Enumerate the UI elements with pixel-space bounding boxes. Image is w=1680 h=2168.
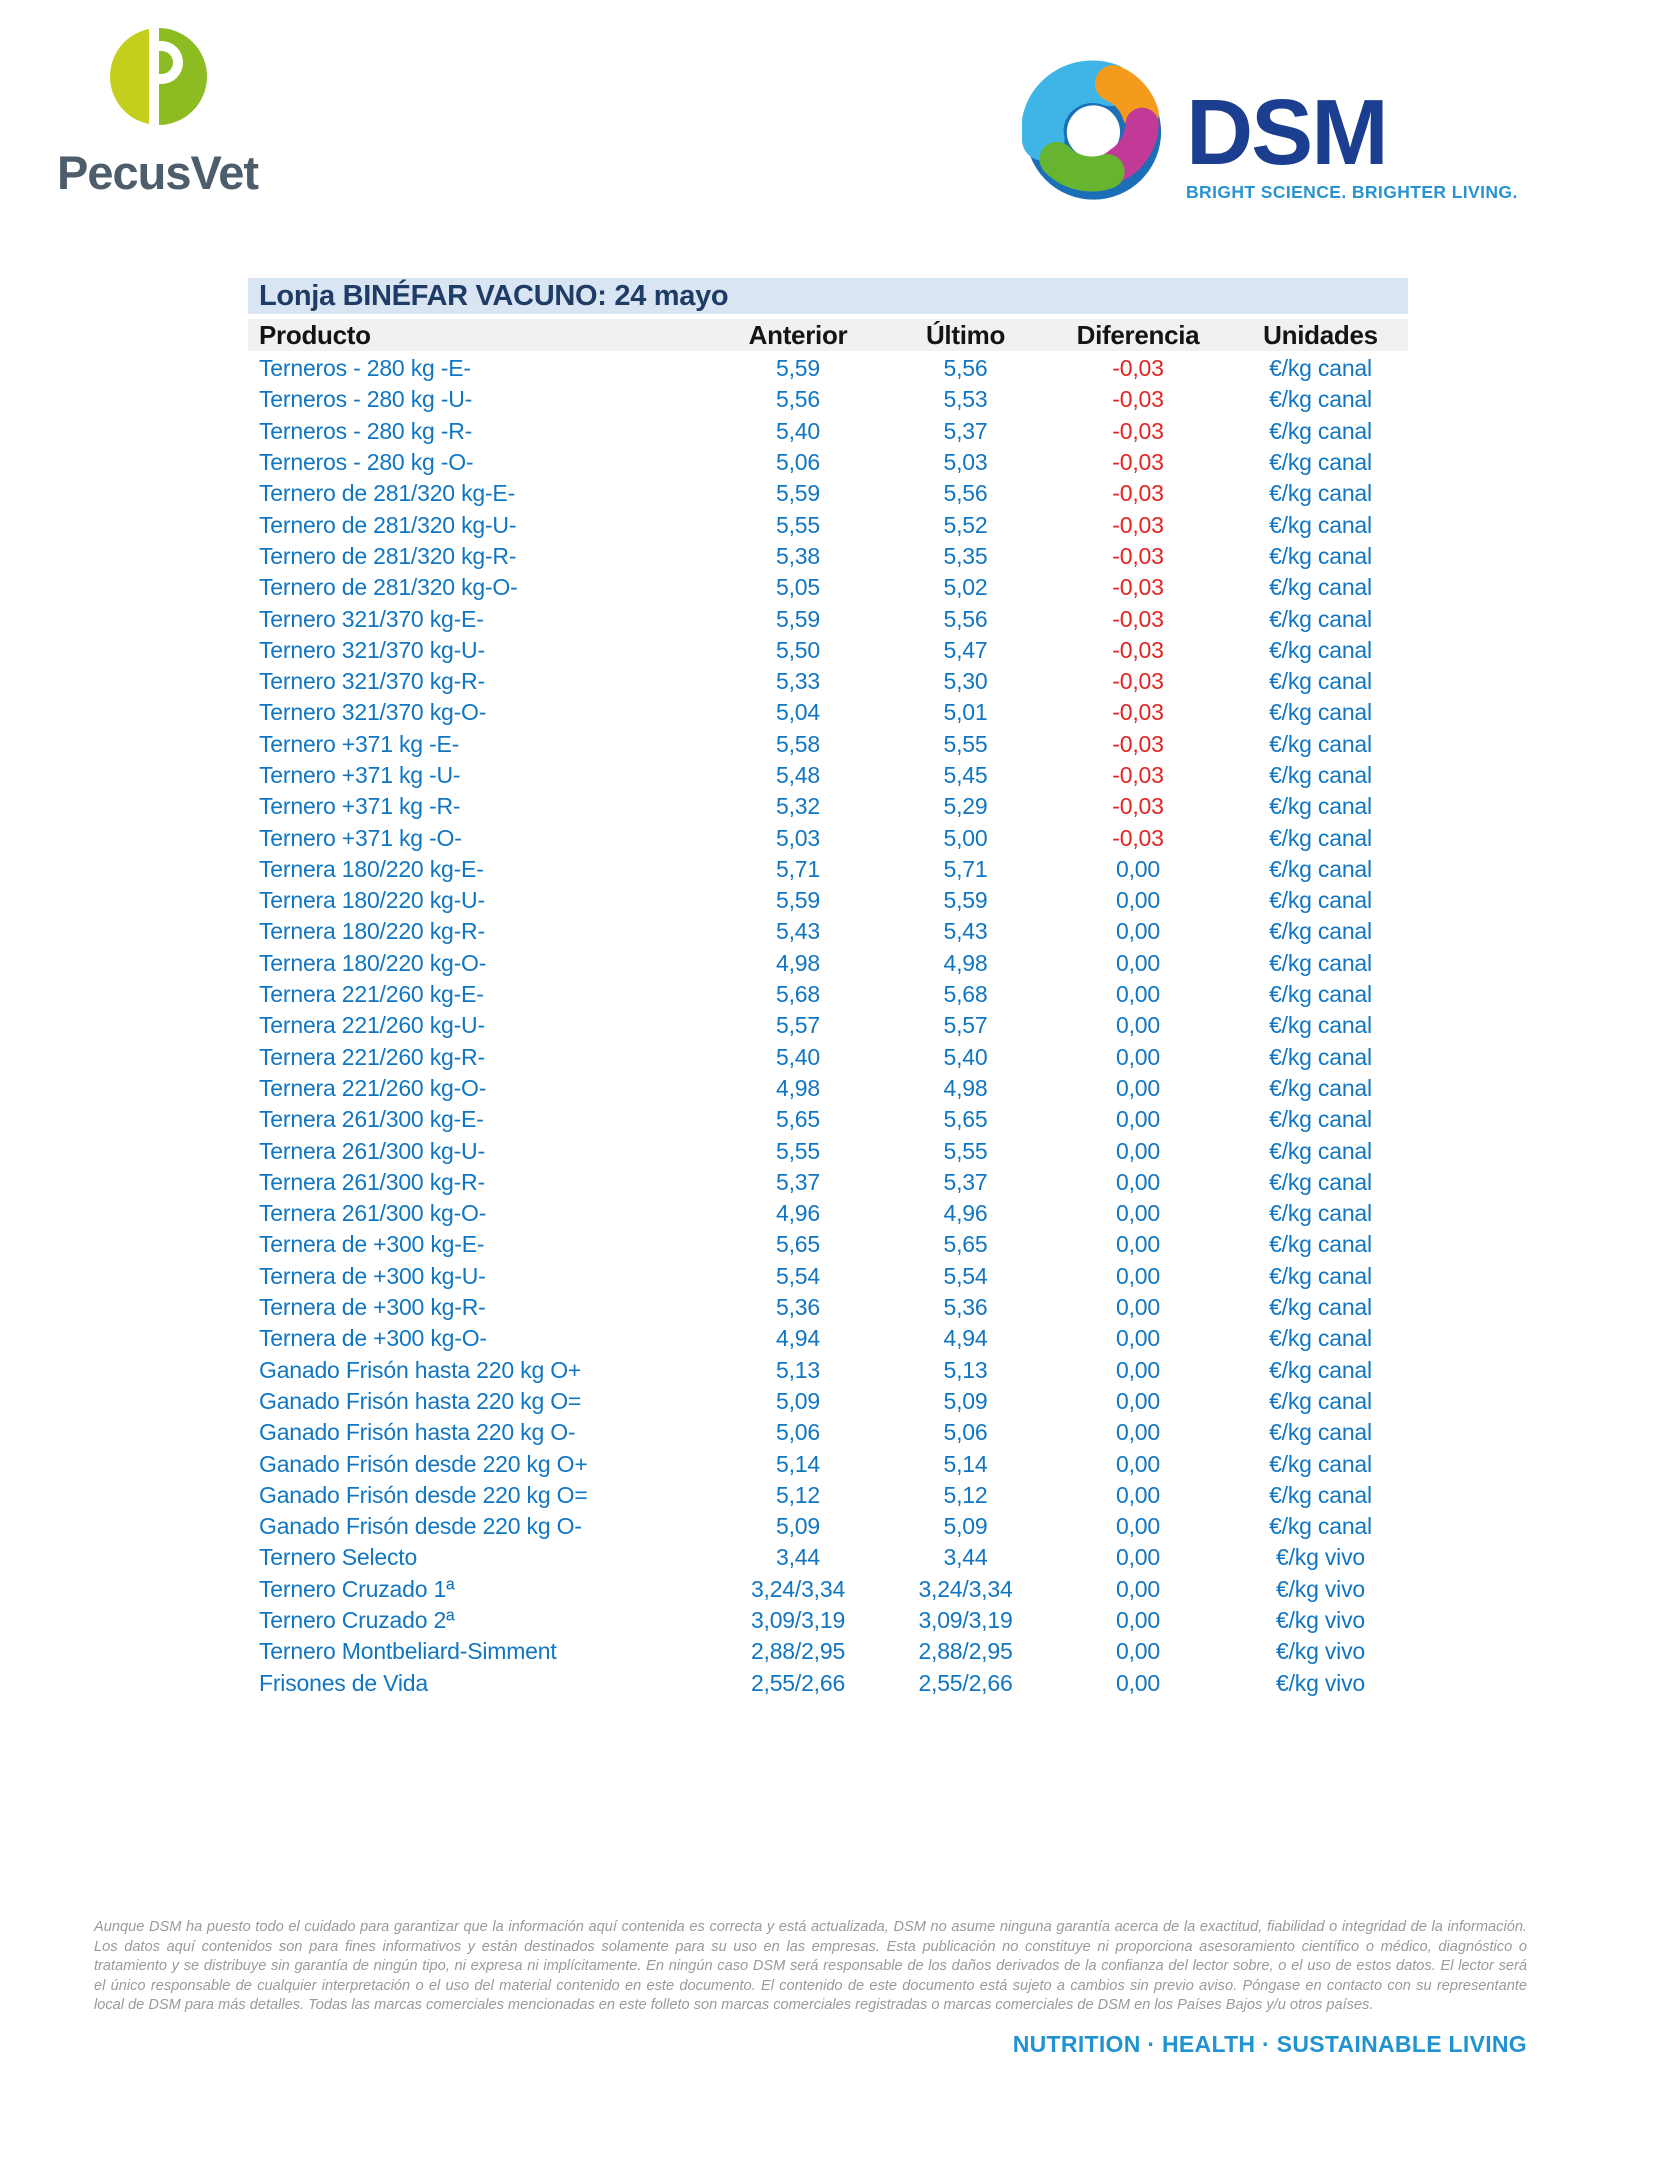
diferencia-cell: -0,03 (1112, 355, 1164, 382)
table-row (248, 1198, 1408, 1229)
anterior-cell: 5,09 (776, 1387, 820, 1414)
diferencia-cell: -0,03 (1112, 699, 1164, 726)
table-row (248, 697, 1408, 728)
ultimo-cell: 5,29 (943, 793, 988, 820)
diferencia-cell: 0,00 (1116, 1638, 1160, 1665)
diferencia-cell: -0,03 (1112, 824, 1164, 851)
unidades-cell: €/kg canal (1269, 449, 1372, 476)
unidades-cell: €/kg canal (1269, 355, 1372, 382)
table-row (248, 572, 1408, 603)
unidades-cell: €/kg canal (1269, 1513, 1372, 1540)
ultimo-cell: 5,68 (943, 981, 988, 1008)
table-row (248, 1073, 1408, 1104)
pecusvet-p-bowl (158, 41, 183, 84)
diferencia-cell: 0,00 (1116, 1106, 1160, 1133)
product-cell: Ganado Frisón hasta 220 kg O= (259, 1387, 582, 1414)
unidades-cell: €/kg canal (1269, 636, 1372, 663)
table-row (248, 1135, 1408, 1166)
table-row (248, 635, 1408, 666)
anterior-cell: 3,09/3,19 (750, 1607, 846, 1634)
diferencia-cell: 0,00 (1116, 1137, 1160, 1164)
diferencia-cell: 0,00 (1116, 1356, 1160, 1383)
ultimo-cell: 5,65 (943, 1106, 988, 1133)
unidades-cell: €/kg canal (1269, 793, 1372, 820)
ultimo-cell: 5,09 (943, 1387, 988, 1414)
product-cell: Ternero +371 kg -R- (259, 793, 461, 820)
column-header-unidades: Unidades (1263, 319, 1378, 350)
ultimo-cell: 2,88/2,95 (918, 1638, 1013, 1665)
product-cell: Ternero de 281/320 kg-R- (259, 542, 517, 569)
anterior-cell: 3,44 (776, 1544, 820, 1571)
ultimo-cell: 5,65 (943, 1231, 988, 1258)
product-cell: Ternera 221/260 kg-R- (259, 1043, 485, 1070)
disclaimer-line: Los datos aquí contenidos son para fines informativos y están destinados solamente para su uso en las empresas. Esta publicación no constituye ni proporciona asesoramiento científico o médico, diagnóstico o (94, 1938, 1527, 1955)
table-row (248, 822, 1408, 853)
unidades-cell: €/kg canal (1269, 1387, 1372, 1414)
anterior-cell: 3,24/3,34 (750, 1575, 846, 1602)
table-row (248, 1480, 1408, 1511)
product-cell: Terneros - 280 kg -R- (259, 417, 473, 444)
diferencia-cell: 0,00 (1116, 1325, 1160, 1352)
table-row (248, 760, 1408, 791)
table-title: Lonja BINÉFAR VACUNO: 24 mayo (248, 278, 1408, 314)
product-cell: Ternero de 281/320 kg-E- (259, 480, 516, 507)
unidades-cell: €/kg vivo (1276, 1575, 1365, 1602)
unidades-cell: €/kg canal (1269, 730, 1372, 757)
anterior-cell: 5,59 (776, 605, 820, 632)
table-row (248, 1417, 1408, 1448)
anterior-cell: 4,98 (776, 949, 820, 976)
diferencia-cell: -0,03 (1112, 542, 1164, 569)
table-row (248, 1042, 1408, 1073)
diferencia-cell: 0,00 (1116, 887, 1160, 914)
table-row (248, 447, 1408, 478)
ultimo-cell: 5,71 (943, 855, 988, 882)
table-row (248, 509, 1408, 540)
anterior-cell: 5,58 (776, 730, 820, 757)
product-cell: Ternero Montbeliard-Simment (259, 1638, 557, 1665)
table-row (248, 353, 1408, 384)
product-cell: Ternero Cruzado 2ª (259, 1607, 455, 1634)
ultimo-cell: 5,13 (943, 1356, 988, 1383)
diferencia-cell: -0,03 (1112, 762, 1164, 788)
diferencia-cell: -0,03 (1112, 668, 1164, 695)
table-row (248, 1261, 1408, 1292)
diferencia-cell: -0,03 (1112, 793, 1164, 820)
ultimo-cell: 5,40 (943, 1043, 988, 1070)
unidades-cell: €/kg canal (1269, 668, 1372, 695)
unidades-cell: €/kg vivo (1276, 1669, 1365, 1696)
column-header-diferencia: Diferencia (1076, 319, 1200, 350)
anterior-cell: 5,40 (776, 417, 820, 444)
ultimo-cell: 3,09/3,19 (918, 1607, 1013, 1634)
diferencia-cell: -0,03 (1112, 480, 1164, 507)
ultimo-cell: 5,56 (943, 355, 988, 382)
product-cell: Ternero 321/370 kg-R- (259, 668, 485, 695)
table-row (248, 1167, 1408, 1198)
product-cell: Ternera 180/220 kg-O- (259, 949, 487, 976)
ultimo-cell: 4,94 (943, 1325, 988, 1352)
ultimo-cell: 3,24/3,34 (918, 1575, 1013, 1602)
product-cell: Ternera 180/220 kg-R- (259, 918, 485, 945)
ultimo-cell: 4,98 (943, 949, 988, 976)
diferencia-cell: -0,03 (1112, 417, 1164, 444)
table-row (248, 1511, 1408, 1542)
table-header-row (248, 319, 1408, 351)
anterior-cell: 5,57 (776, 1012, 820, 1039)
diferencia-cell: 0,00 (1116, 918, 1160, 945)
diferencia-cell: 0,00 (1116, 1074, 1160, 1101)
unidades-cell: €/kg canal (1269, 918, 1372, 945)
pecusvet-wordmark: PecusVet (57, 146, 259, 199)
ultimo-cell: 5,12 (943, 1481, 988, 1508)
anterior-cell: 5,38 (776, 542, 820, 569)
unidades-cell: €/kg vivo (1276, 1638, 1365, 1665)
anterior-cell: 5,56 (776, 386, 820, 413)
diferencia-cell: 0,00 (1116, 855, 1160, 882)
disclaimer-line: tratamiento y se distribuye sin garantía de ningún tipo, ni expresa ni implícitamente. En ningún caso DSM será responsable de los daños derivados de la confianza del lector sobre, o el uso de estos datos. El lector será (94, 1958, 1527, 1975)
product-cell: Ternero 321/370 kg-E- (259, 605, 484, 632)
ultimo-cell: 5,00 (943, 824, 988, 851)
disclaimer-line: local de DSM para más detalles. Todas las marcas comerciales mencionadas en este folleto son marcas comerciales registradas o marcas comerciales de DSM en los Países Bajos y/u otros países. (94, 1997, 1374, 2014)
product-cell: Ternera de +300 kg-R- (259, 1294, 486, 1321)
anterior-cell: 5,13 (776, 1356, 820, 1383)
anterior-cell: 5,09 (776, 1513, 820, 1540)
column-header-ultimo: Último (925, 319, 1006, 350)
diferencia-cell: 0,00 (1116, 1575, 1160, 1602)
unidades-cell: €/kg canal (1269, 1106, 1372, 1133)
product-cell: Ternera 221/260 kg-O- (259, 1074, 487, 1101)
anterior-cell: 5,40 (776, 1043, 820, 1070)
table-row (248, 854, 1408, 885)
table-row (248, 1386, 1408, 1417)
ultimo-cell: 5,02 (943, 574, 988, 601)
ultimo-cell: 5,36 (943, 1294, 988, 1321)
column-header-producto: Producto (259, 319, 371, 350)
ultimo-cell: 5,09 (943, 1513, 988, 1540)
ultimo-cell: 5,54 (943, 1262, 988, 1289)
table-row (248, 1667, 1408, 1698)
product-cell: Ternero de 281/320 kg-O- (259, 574, 518, 601)
table-row (248, 948, 1408, 979)
ultimo-cell: 5,57 (943, 1012, 988, 1039)
table-row (248, 1605, 1408, 1636)
diferencia-cell: 0,00 (1116, 1481, 1160, 1508)
diferencia-cell: 0,00 (1116, 1669, 1160, 1696)
table-row (248, 1323, 1408, 1354)
product-cell: Ternera 180/220 kg-U- (259, 887, 485, 914)
anterior-cell: 5,06 (776, 449, 820, 476)
ultimo-cell: 5,37 (943, 1168, 988, 1195)
table-row (248, 384, 1408, 415)
price-table-body (248, 353, 1408, 1699)
unidades-cell: €/kg vivo (1276, 1544, 1365, 1571)
unidades-cell: €/kg canal (1269, 1137, 1372, 1164)
table-row (248, 1542, 1408, 1573)
table-row (248, 1010, 1408, 1041)
unidades-cell: €/kg canal (1269, 480, 1372, 507)
table-row (248, 1229, 1408, 1260)
unidades-cell: €/kg canal (1269, 1481, 1372, 1508)
table-row (248, 885, 1408, 916)
ultimo-cell: 5,52 (943, 511, 988, 538)
product-cell: Ganado Frisón desde 220 kg O- (259, 1513, 582, 1540)
ultimo-cell: 5,47 (943, 636, 988, 663)
ultimo-cell: 5,59 (943, 887, 988, 914)
unidades-cell: €/kg canal (1269, 542, 1372, 569)
ultimo-cell: 5,35 (943, 542, 988, 569)
unidades-cell: €/kg canal (1269, 1294, 1372, 1321)
product-cell: Ternera 261/300 kg-O- (259, 1200, 487, 1227)
product-cell: Ternero de 281/320 kg-U- (259, 511, 517, 538)
product-cell: Ternera 261/300 kg-R- (259, 1168, 485, 1195)
anterior-cell: 4,98 (776, 1074, 820, 1101)
table-row (248, 791, 1408, 822)
anterior-cell: 5,59 (776, 887, 820, 914)
product-cell: Ternero Selecto (259, 1544, 418, 1571)
unidades-cell: €/kg canal (1269, 1356, 1372, 1383)
unidades-cell: €/kg canal (1269, 1231, 1372, 1258)
unidades-cell: €/kg canal (1269, 949, 1372, 976)
ultimo-cell: 2,55/2,66 (918, 1669, 1013, 1696)
unidades-cell: €/kg canal (1269, 511, 1372, 538)
diferencia-cell: 0,00 (1116, 1012, 1160, 1039)
ultimo-cell: 5,53 (943, 386, 988, 413)
unidades-cell: €/kg canal (1269, 1325, 1372, 1352)
anterior-cell: 5,59 (776, 355, 820, 382)
unidades-cell: €/kg canal (1269, 605, 1372, 632)
unidades-cell: €/kg canal (1269, 762, 1372, 788)
table-row (248, 603, 1408, 634)
anterior-cell: 5,48 (776, 762, 820, 788)
ultimo-cell: 5,56 (943, 605, 988, 632)
diferencia-cell: -0,03 (1112, 386, 1164, 413)
anterior-cell: 5,50 (776, 636, 820, 663)
unidades-cell: €/kg canal (1269, 386, 1372, 413)
table-row (248, 1448, 1408, 1479)
unidades-cell: €/kg canal (1269, 1012, 1372, 1039)
ultimo-cell: 5,14 (943, 1450, 988, 1477)
unidades-cell: €/kg canal (1269, 1168, 1372, 1195)
product-cell: Ganado Frisón desde 220 kg O+ (259, 1450, 588, 1477)
column-header-anterior: Anterior (748, 319, 848, 350)
product-cell: Ternero +371 kg -U- (259, 762, 461, 788)
anterior-cell: 5,12 (776, 1481, 820, 1508)
diferencia-cell: -0,03 (1112, 511, 1164, 538)
anterior-cell: 5,14 (776, 1450, 820, 1477)
dsm-logo (1022, 48, 1518, 216)
dsm-text-block (1186, 48, 1518, 203)
anterior-cell: 5,59 (776, 480, 820, 507)
anterior-cell: 2,55/2,66 (750, 1669, 846, 1696)
anterior-cell: 5,43 (776, 918, 820, 945)
anterior-cell: 5,55 (776, 1137, 820, 1164)
anterior-cell: 5,03 (776, 824, 820, 851)
diferencia-cell: -0,03 (1112, 605, 1164, 632)
table-row (248, 916, 1408, 947)
table-row (248, 541, 1408, 572)
ultimo-cell: 5,55 (943, 730, 988, 757)
pecusvet-logo (57, 28, 277, 200)
table-row (248, 1574, 1408, 1605)
anterior-cell: 5,32 (776, 793, 820, 820)
disclaimer-line: el único responsable de cualquier interpretación o el uso del material contenido en este documento. El contenido de este documento está sujeto a cambios sin previo aviso. Póngase en contacto con su representante (94, 1977, 1527, 1994)
ultimo-cell: 5,45 (943, 762, 988, 788)
product-cell: Terneros - 280 kg -O- (259, 449, 474, 476)
product-cell: Ternero Cruzado 1ª (259, 1575, 455, 1602)
unidades-cell: €/kg canal (1269, 887, 1372, 914)
diferencia-cell: 0,00 (1116, 1607, 1160, 1634)
anterior-cell: 2,88/2,95 (750, 1638, 846, 1665)
product-cell: Ternero +371 kg -E- (259, 730, 460, 757)
product-cell: Ganado Frisón desde 220 kg O= (259, 1481, 588, 1508)
ultimo-cell: 3,44 (943, 1544, 988, 1571)
anterior-cell: 5,71 (776, 855, 820, 882)
diferencia-cell: 0,00 (1116, 1168, 1160, 1195)
unidades-cell: €/kg canal (1269, 574, 1372, 601)
table-row (248, 666, 1408, 697)
anterior-cell: 5,36 (776, 1294, 820, 1321)
anterior-cell: 5,65 (776, 1231, 820, 1258)
product-cell: Ternera de +300 kg-E- (259, 1231, 485, 1258)
unidades-cell: €/kg canal (1269, 1200, 1372, 1227)
product-cell: Ternera de +300 kg-O- (259, 1325, 487, 1352)
ultimo-cell: 4,98 (943, 1074, 988, 1101)
diferencia-cell: 0,00 (1116, 1200, 1160, 1227)
dsm-tagline: BRIGHT SCIENCE. BRIGHTER LIVING. (1186, 182, 1518, 203)
disclaimer-line: Aunque DSM ha puesto todo el cuidado para garantizar que la información aquí contenida es correcta y está actualizada, DSM no asume ninguna garantía acerca de la exactitud, fiabilidad o integridad de la información. (94, 1919, 1527, 1935)
table-row (248, 979, 1408, 1010)
anterior-cell: 5,33 (776, 668, 820, 695)
anterior-cell: 5,54 (776, 1262, 820, 1289)
product-cell: Ternera 180/220 kg-E- (259, 855, 484, 882)
product-cell: Ternera de +300 kg-U- (259, 1262, 486, 1289)
ultimo-cell: 5,37 (943, 417, 988, 444)
product-cell: Terneros - 280 kg -U- (259, 386, 473, 413)
anterior-cell: 5,55 (776, 511, 820, 538)
ultimo-cell: 5,03 (943, 449, 988, 476)
unidades-cell: €/kg vivo (1276, 1607, 1365, 1634)
product-cell: Ganado Frisón hasta 220 kg O- (259, 1419, 576, 1446)
diferencia-cell: 0,00 (1116, 1294, 1160, 1321)
diferencia-cell: -0,03 (1112, 636, 1164, 663)
diferencia-cell: -0,03 (1112, 730, 1164, 757)
diferencia-cell: 0,00 (1116, 1387, 1160, 1414)
diferencia-cell: 0,00 (1116, 1043, 1160, 1070)
ultimo-cell: 5,01 (943, 699, 988, 726)
pecusvet-circle-icon (110, 28, 207, 125)
diferencia-cell: 0,00 (1116, 981, 1160, 1008)
product-cell: Ternera 261/300 kg-E- (259, 1106, 484, 1133)
price-table (248, 278, 1408, 1699)
diferencia-cell: -0,03 (1112, 574, 1164, 601)
unidades-cell: €/kg canal (1269, 1262, 1372, 1289)
table-row (248, 416, 1408, 447)
ultimo-cell: 5,56 (943, 480, 988, 507)
product-cell: Terneros - 280 kg -E- (259, 355, 471, 382)
unidades-cell: €/kg canal (1269, 824, 1372, 851)
table-row (248, 1355, 1408, 1386)
product-cell: Ternera 221/260 kg-E- (259, 981, 484, 1008)
ultimo-cell: 4,96 (943, 1200, 988, 1227)
diferencia-cell: 0,00 (1116, 949, 1160, 976)
unidades-cell: €/kg canal (1269, 1043, 1372, 1070)
ultimo-cell: 5,43 (943, 918, 988, 945)
anterior-cell: 5,68 (776, 981, 820, 1008)
unidades-cell: €/kg canal (1269, 1419, 1372, 1446)
product-cell: Ternero 321/370 kg-O- (259, 699, 487, 726)
table-row (248, 1292, 1408, 1323)
ultimo-cell: 5,30 (943, 668, 988, 695)
anterior-cell: 5,65 (776, 1106, 820, 1133)
table-row (248, 478, 1408, 509)
anterior-cell: 5,05 (776, 574, 820, 601)
table-row (248, 1636, 1408, 1667)
anterior-cell: 4,96 (776, 1200, 820, 1227)
unidades-cell: €/kg canal (1269, 855, 1372, 882)
diferencia-cell: 0,00 (1116, 1262, 1160, 1289)
product-cell: Ganado Frisón hasta 220 kg O+ (259, 1356, 582, 1383)
diferencia-cell: 0,00 (1116, 1231, 1160, 1258)
disclaimer (94, 1918, 1527, 2016)
diferencia-cell: 0,00 (1116, 1450, 1160, 1477)
table-row (248, 1104, 1408, 1135)
diferencia-cell: -0,03 (1112, 449, 1164, 476)
product-cell: Frisones de Vida (259, 1669, 428, 1696)
unidades-cell: €/kg canal (1269, 699, 1372, 726)
table-row (248, 729, 1408, 760)
unidades-cell: €/kg canal (1269, 981, 1372, 1008)
product-cell: Ternero +371 kg -O- (259, 824, 462, 851)
ultimo-cell: 5,55 (943, 1137, 988, 1164)
product-cell: Ternera 221/260 kg-U- (259, 1012, 485, 1039)
diferencia-cell: 0,00 (1116, 1544, 1160, 1571)
dsm-swirl-icon (1022, 48, 1174, 216)
anterior-cell: 5,37 (776, 1168, 820, 1195)
product-cell: Ternera 261/300 kg-U- (259, 1137, 485, 1164)
anterior-cell: 5,06 (776, 1419, 820, 1446)
diferencia-cell: 0,00 (1116, 1513, 1160, 1540)
anterior-cell: 4,94 (776, 1325, 820, 1352)
unidades-cell: €/kg canal (1269, 417, 1372, 444)
unidades-cell: €/kg canal (1269, 1074, 1372, 1101)
diferencia-cell: 0,00 (1116, 1419, 1160, 1446)
dsm-wordmark: DSM (1186, 80, 1387, 184)
ultimo-cell: 5,06 (943, 1419, 988, 1446)
anterior-cell: 5,04 (776, 699, 820, 726)
unidades-cell: €/kg canal (1269, 1450, 1372, 1477)
product-cell: Ternero 321/370 kg-U- (259, 636, 485, 663)
footer-tagline: NUTRITION · HEALTH · SUSTAINABLE LIVING (1012, 2031, 1527, 2057)
